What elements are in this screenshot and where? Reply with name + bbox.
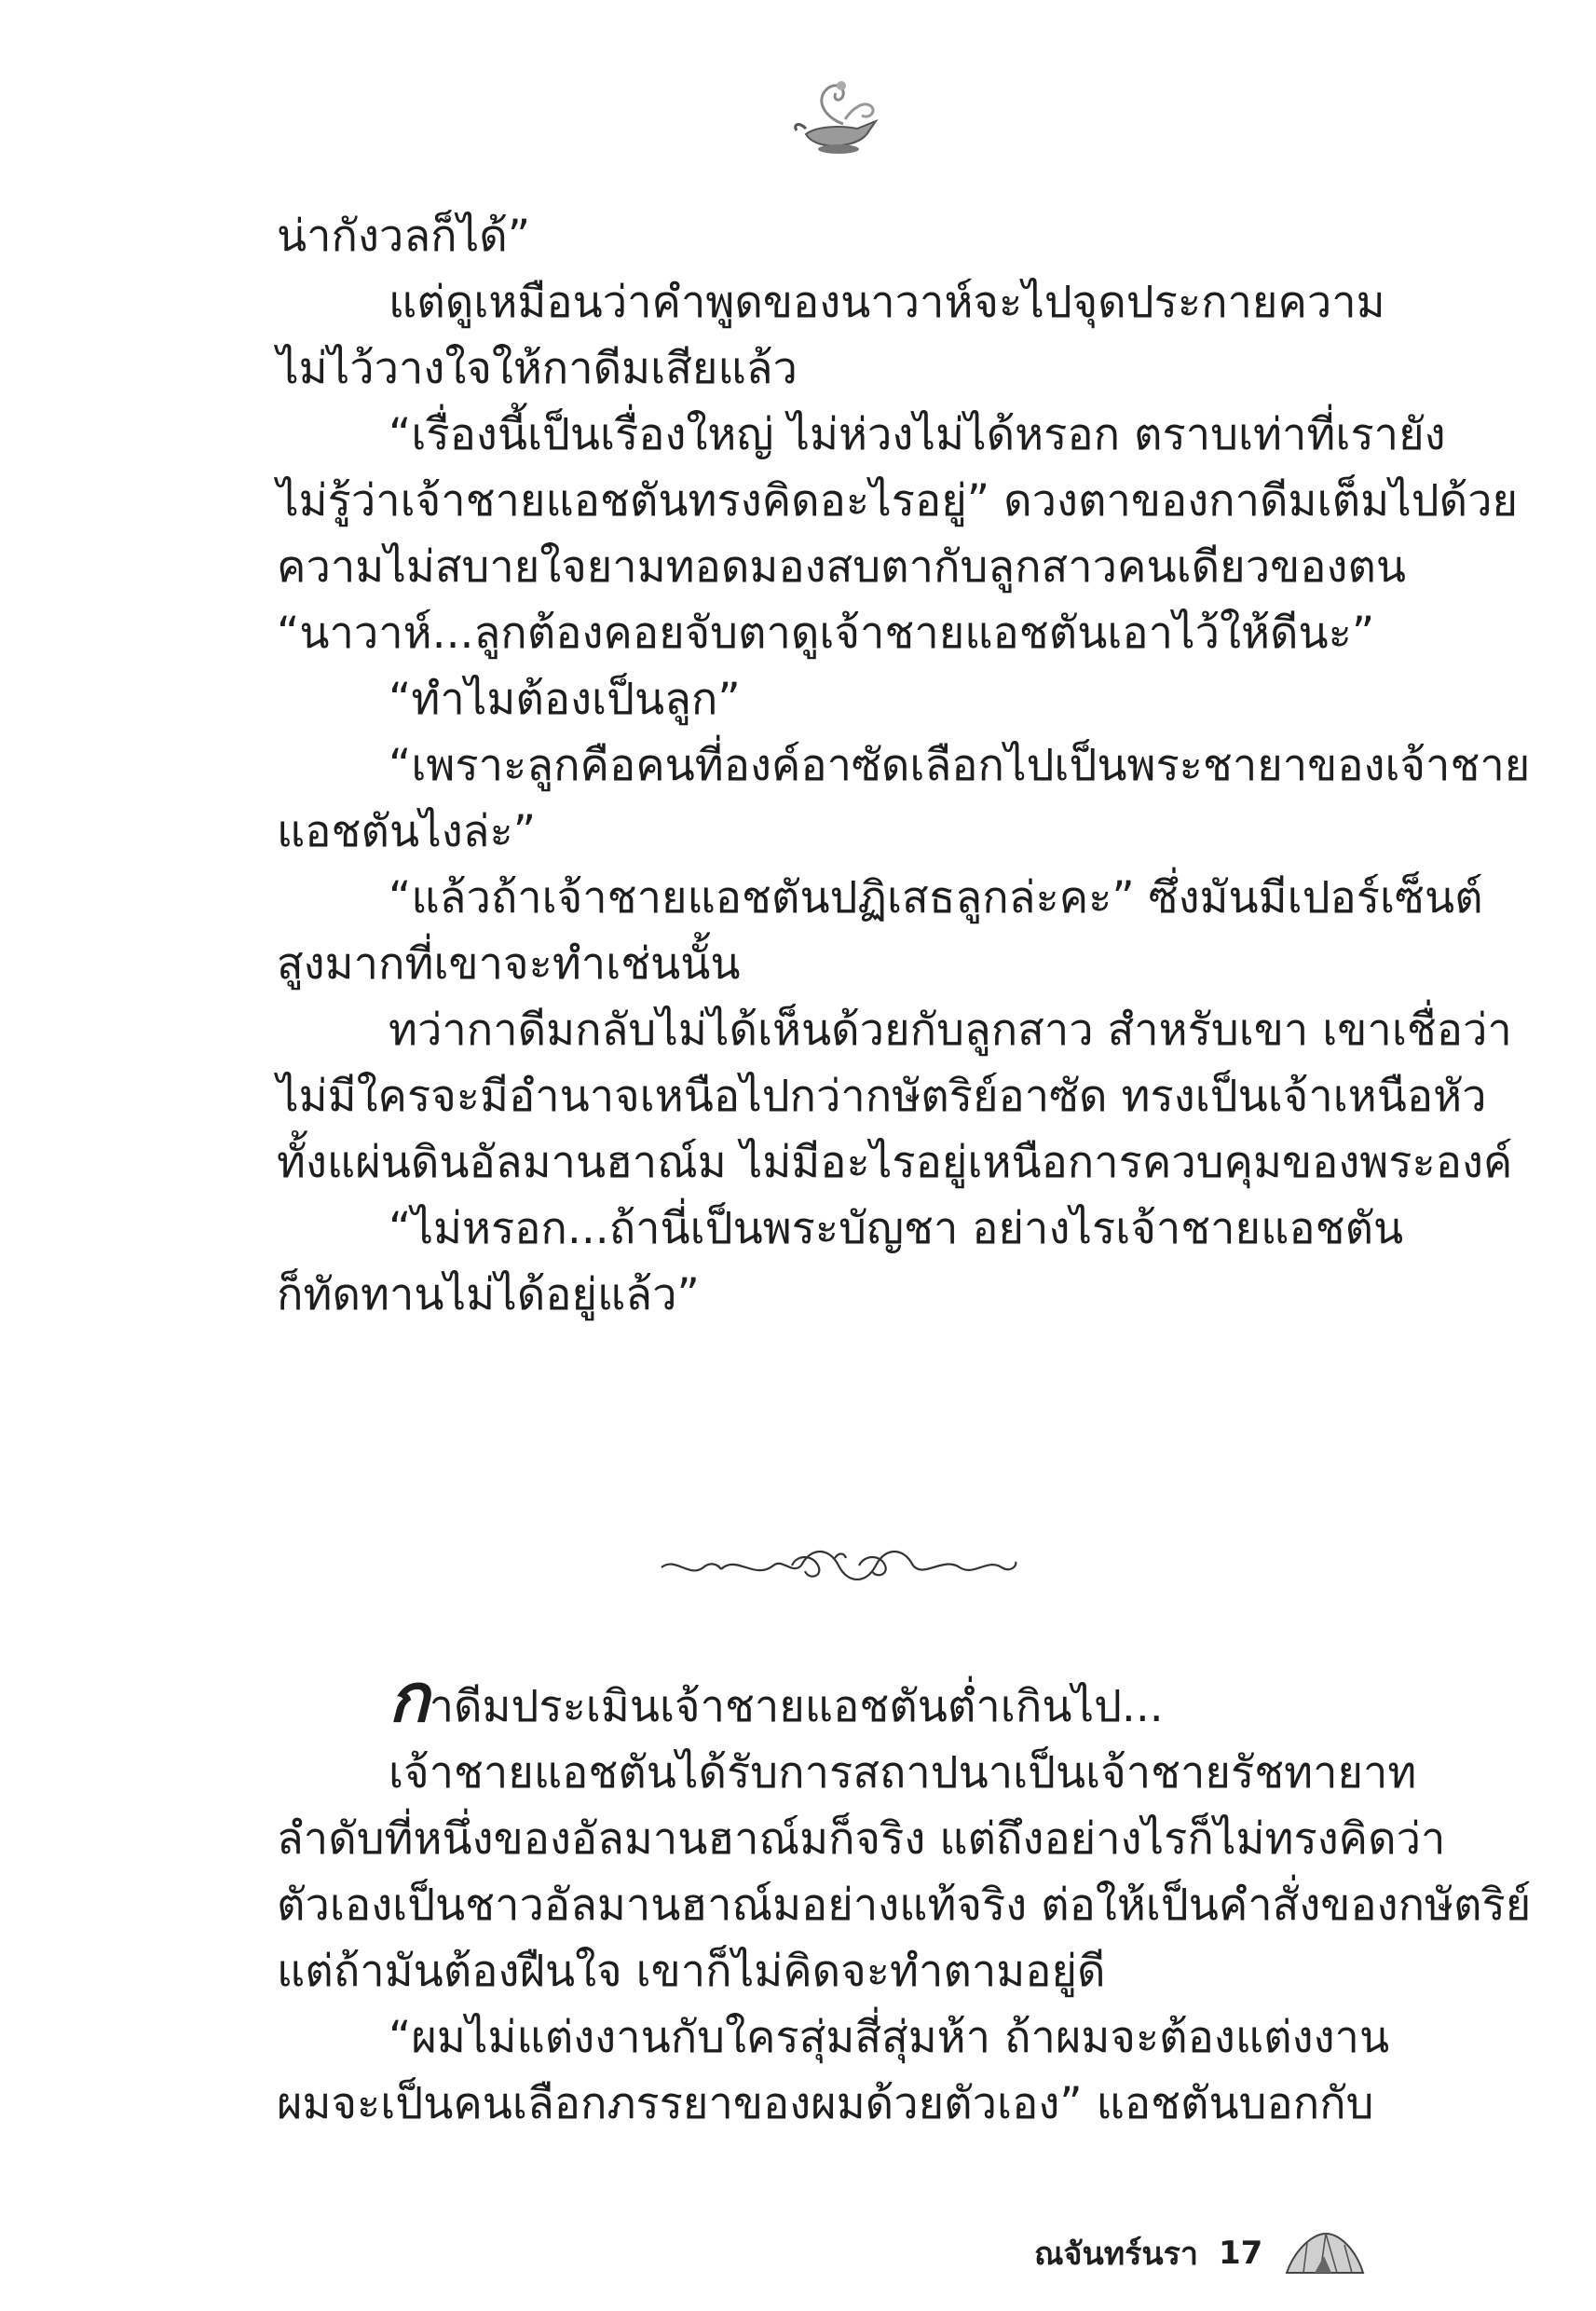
paragraph-line: “เพราะลูกคือคนที่องค์อาซัดเลือกไปเป็นพระชายาของเจ้าชาย [389, 740, 1531, 791]
magic-lamp-icon [787, 73, 890, 166]
flourish-divider-icon [652, 1538, 1025, 1593]
paragraph-line: “นาวาห์...ลูกต้องคอยจับตาดูเจ้าชายแอชตันเอาไว้ให้ดีนะ” [277, 608, 1375, 659]
paragraph-line: ผมจะเป็นคนเลือกภรรยาของผมด้วยตัวเอง” แอชตันบอกกับ [277, 2078, 1374, 2129]
paragraph-line: แอชตันไงล่ะ” [277, 806, 537, 857]
paragraph-line: ทว่ากาดีมกลับไม่ได้เห็นด้วยกับลูกสาว สำหรับเขา เขาเชื่อว่า [389, 1005, 1512, 1056]
text-block-2 [277, 1659, 1532, 2137]
drop-cap: ก [389, 1659, 430, 1737]
tent-icon [1283, 2230, 1367, 2277]
paragraph-line: น่ากังวลก็ได้” [277, 211, 531, 262]
paragraph-line: “เรื่องนี้เป็นเรื่องใหญ่ ไม่ห่วงไม่ได้หรอก ตราบเท่าที่เรายัง [389, 409, 1446, 460]
paragraph-line: “ไม่หรอก...ถ้านี่เป็นพระบัญชา อย่างไรเจ้าชายแอชตัน [389, 1203, 1404, 1254]
chapter-opening-line [277, 1659, 1413, 1740]
paragraph-line: “ทำไมต้องเป็นลูก” [389, 674, 741, 725]
paragraph-line: ไม่มีใครจะมีอำนาจเหนือไปกว่ากษัตริย์อาซัด ทรงเป็นเจ้าเหนือหัว [277, 1071, 1487, 1122]
paragraph-line: ความไม่สบายใจยามทอดมองสบตากับลูกสาวคนเดียวของตน [277, 541, 1407, 593]
text-block-1 [277, 203, 1531, 1328]
paragraph-line: ไม่รู้ว่าเจ้าชายแอชตันทรงคิดอะไรอยู่” ดวงตาของกาดีมเต็มไปด้วย [277, 475, 1519, 526]
paragraph-line: แต่ดูเหมือนว่าคำพูดของนาวาห์จะไปจุดประกายความ [389, 277, 1385, 328]
paragraph-line: แต่ถ้ามันต้องฝืนใจ เขาก็ไม่คิดจะทำตามอยู่ดี [277, 1946, 1106, 1997]
paragraph-line: ไม่ไว้วางใจให้กาดีมเสียแล้ว [277, 343, 798, 394]
page-number: 17 [1218, 2235, 1263, 2272]
page-footer [1034, 2225, 1367, 2281]
paragraph-line: “ผมไม่แต่งงานกับใครสุ่มสี่สุ่มห้า ถ้าผมจะต้องแต่งงาน [389, 2012, 1390, 2063]
paragraph-line: “แล้วถ้าเจ้าชายแอชตันปฏิเสธลูกล่ะคะ” ซึ่งมันมีเปอร์เซ็นต์ [389, 872, 1483, 923]
paragraph-line: ทั้งแผ่นดินอัลมานฮาณ์ม ไม่มีอะไรอยู่เหนือการควบคุมของพระองค์ [277, 1137, 1513, 1188]
paragraph-line: ตัวเองเป็นชาวอัลมานฮาณ์มอย่างแท้จริง ต่อให้เป็นคำสั่งของกษัตริย์ [277, 1880, 1532, 1931]
paragraph-line: ก็ทัดทานไม่ได้อยู่แล้ว” [277, 1269, 700, 1320]
footer-author: ณจันทร์นรา [1034, 2236, 1198, 2273]
paragraph-line: เจ้าชายแอชตันได้รับการสถาปนาเป็นเจ้าชายรัชทายาท [389, 1747, 1417, 1798]
paragraph-line: ลำดับที่หนึ่งของอัลมานฮาณ์มก็จริง แต่ถึงอย่างไรก็ไม่ทรงคิดว่า [277, 1813, 1446, 1865]
paragraph-line: สูงมากที่เขาจะทำเช่นนั้น [277, 938, 741, 990]
paragraph-line: าดีมประเมินเจ้าชายแอชตันต่ำเกินไป... [429, 1681, 1164, 1732]
